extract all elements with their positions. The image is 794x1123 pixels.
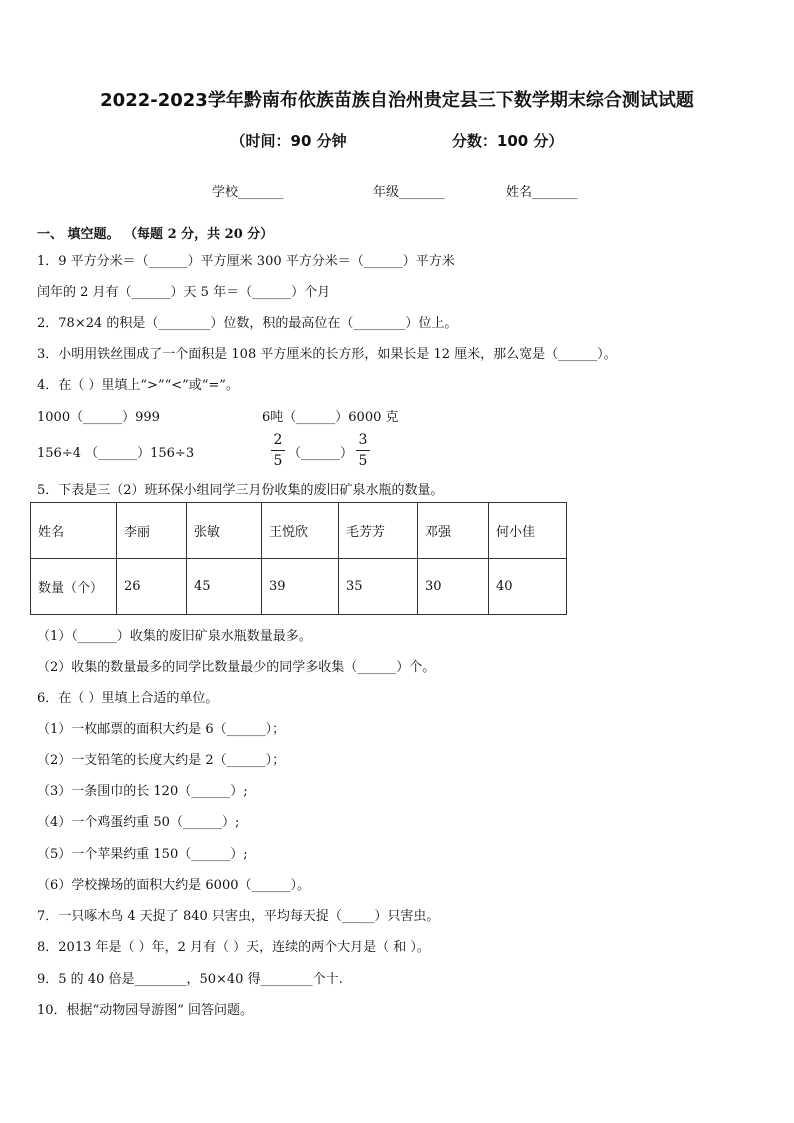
table-cell: 40 (489, 559, 567, 615)
question-10: 10．根据“动物园导游图” 回答问题。 (37, 1003, 253, 1018)
question-6-4: （4）一个鸡蛋约重 50（______）; (37, 815, 240, 830)
fraction-left (271, 432, 285, 469)
question-4: 4．在（ ）里填上“>”“<”或“=”。 (37, 378, 239, 393)
question-6-2: （2）一支铅笔的长度大约是 2（______）； (37, 753, 286, 768)
fraction-right-denominator: 5 (358, 453, 368, 469)
table-header-row (31, 503, 567, 559)
table-cell: 邓强 (418, 503, 489, 559)
table-cell: 45 (187, 559, 262, 615)
name-field: 姓名_______ (506, 185, 578, 200)
question-6-5: （5）一个苹果约重 150（______）; (37, 847, 248, 862)
table-cell: 30 (418, 559, 489, 615)
question-1a: 1．9 平方分米＝（______）平方厘米 300 平方分米＝（______）平方米 (37, 254, 455, 269)
question-9: 9．5 的 40 倍是________，50×40 得________个十. (37, 972, 343, 987)
grade-field: 年级_______ (373, 185, 445, 200)
question-4b-blank: （______） (288, 446, 354, 461)
table-cell: 毛芳芳 (339, 503, 418, 559)
section-heading: 一、 填空题。 （每题 2 分，共 20 分） (37, 227, 274, 242)
table-cell: 数量（个） (31, 559, 117, 615)
table-cell: 李丽 (117, 503, 187, 559)
fraction-right (356, 432, 370, 469)
question-2: 2．78×24 的积是（________）位数，积的最高位在（________）位上。 (37, 316, 458, 331)
question-4a-left: 1000（______）999 (37, 410, 160, 425)
exam-time: （时间：90 分钟 (230, 132, 347, 150)
fraction-right-numerator: 3 (358, 432, 368, 448)
question-5-1: （1）（______）收集的废旧矿泉水瓶数量最多。 (37, 629, 312, 644)
page-title: 2022-2023学年黔南布依族苗族自治州贵定县三下数学期末综合测试试题 (100, 90, 694, 111)
question-8: 8．2013 年是（ ）年，2 月有（ ）天，连续的两个大月是（ 和 ）。 (37, 940, 430, 955)
table-cell: 39 (262, 559, 339, 615)
question-5-2: （2）收集的数量最多的同学比数量最少的同学多收集（______）个。 (37, 660, 436, 675)
question-7: 7．一只啄木鸟 4 天捉了 840 只害虫，平均每天捉（_____）只害虫。 (37, 909, 440, 924)
question-6-6: （6）学校操场的面积大约是 6000（______）。 (37, 878, 310, 893)
table-cell: 何小佳 (489, 503, 567, 559)
table-cell: 35 (339, 559, 418, 615)
bottle-count-table (30, 502, 567, 615)
question-6: 6．在（ ）里填上合适的单位。 (37, 691, 219, 706)
table-cell: 王悦欣 (262, 503, 339, 559)
table-row (31, 559, 567, 615)
question-1b: 闰年的 2 月有（______）天 5 年＝（______）个月 (37, 285, 331, 300)
question-3: 3．小明用铁丝围成了一个面积是 108 平方厘米的长方形，如果长是 12 厘米，那么宽是（______）。 (37, 347, 617, 362)
exam-score: 分数：100 分） (451, 132, 564, 150)
question-6-3: （3）一条围巾的长 120（______）; (37, 784, 248, 799)
table-cell: 姓名 (31, 503, 117, 559)
table-cell: 张敏 (187, 503, 262, 559)
table-cell: 26 (117, 559, 187, 615)
question-5: 5．下表是三（2）班环保小组同学三月份收集的废旧矿泉水瓶的数量。 (37, 483, 444, 498)
fraction-left-numerator: 2 (273, 432, 283, 448)
question-6-1: （1）一枚邮票的面积大约是 6（______）； (37, 722, 286, 737)
school-field: 学校_______ (212, 185, 284, 200)
fraction-left-denominator: 5 (273, 453, 283, 469)
question-4a-right: 6吨（______）6000 克 (262, 410, 399, 425)
exam-subtitle (0, 130, 794, 151)
question-4b-left: 156÷4 （______）156÷3 (37, 446, 195, 461)
